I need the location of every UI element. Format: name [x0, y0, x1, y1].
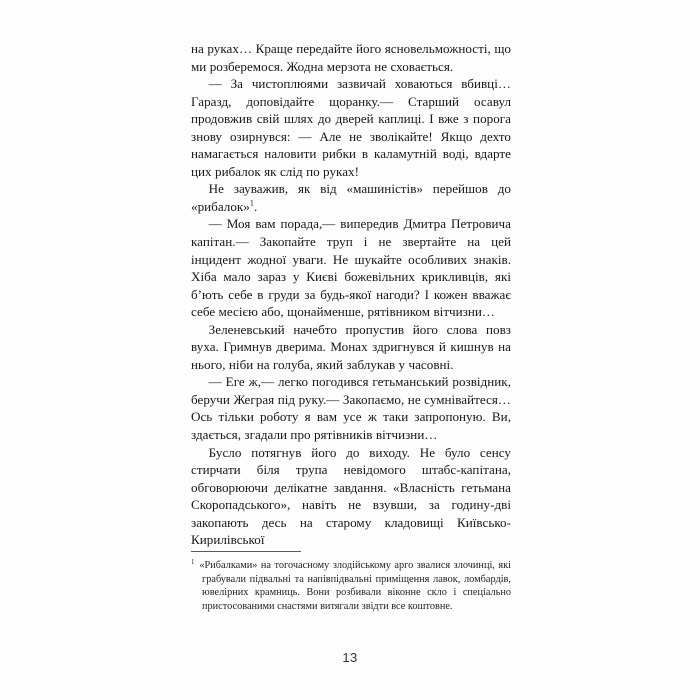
footnote-number: 1 [191, 558, 195, 566]
footnote-area [191, 551, 511, 613]
page-number: 13 [342, 650, 358, 665]
paragraph-4: — Моя вам порада,— випередив Дмитра Петровича капітан.— Закопайте труп і не звертайте на цей інцидент жодної уваги. Не шукайте особливих знаків. Хіба мало зараз у Києві божевільних крикливців, які б’ють себе в груди за будь-якої нагоди? І кожен вважає себе месією або, щонайменше, рятівником вітчизни… [191, 216, 511, 320]
footnote-separator-rule [191, 551, 301, 552]
paragraph-3 [191, 180, 511, 215]
footnote-content: «Рибалками» на тогочасному злодійському арго звалися злочинці, які грабували підвальні та напівпідвальні приміщення лавок, ломбардів, ювелірних крамниць. Вони розбивали віконне скло і спеціально пристосованими снастями витягали звідти все коштовне. [199, 560, 511, 612]
paragraph-3-text-after-footnote-ref: . [253, 198, 258, 214]
paragraph-5: Зеленевський начебто пропустив його слова повз вуха. Гримнув дверима. Монах здригнувся й кишнув на нього, ніби на голуба, який заблукав у часовні. [191, 321, 511, 372]
footnote-text [191, 559, 511, 613]
body-text-column [191, 40, 511, 549]
paragraph-3-text-before-footnote-ref: Не зауважив, як від «машиністів» перейшов до «рибалок» [191, 181, 511, 214]
paragraph-7: Бусло потягнув його до виходу. Не було сенсу стирчати біля трупа невідомого штабс-капітана, обговорюючи делікатне завдання. «Власність гетьмана Скоропадського», навіть не взувши, за годину-дві закопають десь на старому кладовищі Київсько-Кирилівської [191, 444, 511, 548]
paragraph-6: — Еге ж,— легко погодився гетьманський розвідник, беручи Жеграя під руку.— Закопаємо, не сумнівайтеся… Ось тільки роботу я вам усе ж таки запропоную. Ви, здається, згадали про рятівників вітчизни… [191, 374, 511, 443]
paragraph-2: — За чистоплюями зазвичай ховаються вбивці… Гаразд, доповідайте щоранку.— Старший осавул продовжив свій шлях до дверей каплиці. І вже з порога знову озирнувся: — Але не зволікайте! Якщо дехто намагається наловити рибки в каламутній воді, вдарте цих рибалок як слід по руках! [191, 76, 511, 179]
paragraph-1: на руках… Краще передайте його ясновельможності, що ми розберемося. Жодна мерзота не сховається. [191, 41, 511, 74]
footnote-reference-marker[interactable]: 1 [249, 198, 254, 208]
